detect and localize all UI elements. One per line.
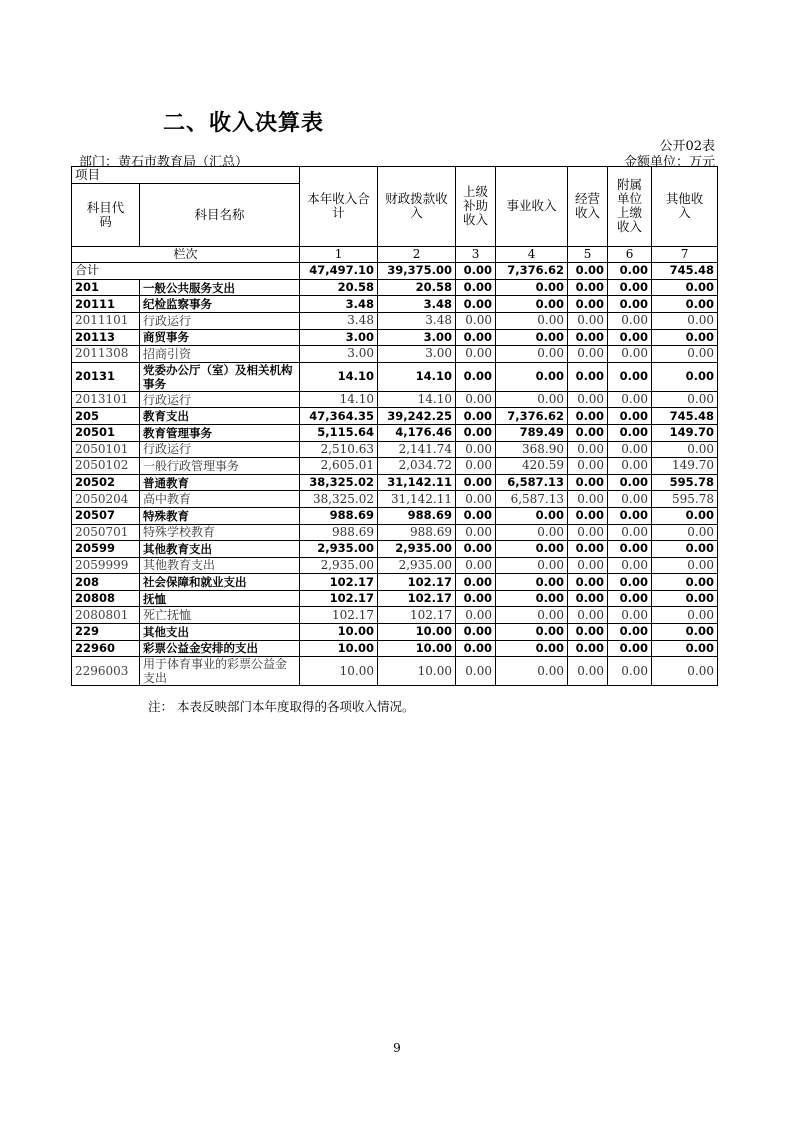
amount-cell: 0.00 xyxy=(608,507,652,524)
table-row xyxy=(72,441,718,458)
amount-cell: 0.00 xyxy=(456,329,496,346)
amount-cell: 14.10 xyxy=(300,391,378,408)
amount-cell: 0.00 xyxy=(608,624,652,641)
subject-code: 2011101 xyxy=(72,312,140,329)
amount-cell: 0.00 xyxy=(496,312,568,329)
amount-cell: 0.00 xyxy=(608,607,652,624)
amount-cell: 4,176.46 xyxy=(378,424,456,441)
amount-cell: 102.17 xyxy=(300,590,378,607)
amount-cell: 2,935.00 xyxy=(378,557,456,574)
rank-number: 3 xyxy=(456,246,496,263)
amount-cell: 0.00 xyxy=(456,590,496,607)
amount-cell: 368.90 xyxy=(496,441,568,458)
amount-cell: 2,034.72 xyxy=(378,458,456,475)
sum-value: 0.00 xyxy=(608,263,652,280)
amount-cell: 0.00 xyxy=(456,391,496,408)
amount-cell: 0.00 xyxy=(608,524,652,541)
amount-cell: 0.00 xyxy=(496,624,568,641)
subject-name: 行政运行 xyxy=(140,441,300,458)
rank-number: 5 xyxy=(568,246,608,263)
subject-code: 20113 xyxy=(72,329,140,346)
table-note: 注： 本表反映部门本年度取得的各项收入情况。 xyxy=(148,699,415,714)
amount-cell: 0.00 xyxy=(652,279,718,296)
department-label: 部门：黄石市教育局（汇总） xyxy=(79,155,249,170)
amount-cell: 0.00 xyxy=(496,507,568,524)
amount-cell: 0.00 xyxy=(568,312,608,329)
amount-cell: 102.17 xyxy=(300,607,378,624)
subject-code: 2059999 xyxy=(72,557,140,574)
amount-cell: 0.00 xyxy=(496,329,568,346)
amount-cell: 3.48 xyxy=(378,312,456,329)
amount-cell: 0.00 xyxy=(496,296,568,313)
rank-label: 栏次 xyxy=(72,246,300,263)
amount-cell: 0.00 xyxy=(608,279,652,296)
amount-cell: 149.70 xyxy=(652,424,718,441)
col-affiliated-income: 附属单位上缴收入 xyxy=(608,167,652,247)
subject-code: 2050101 xyxy=(72,441,140,458)
sum-value: 745.48 xyxy=(652,263,718,280)
amount-cell: 0.00 xyxy=(608,541,652,558)
amount-cell: 102.17 xyxy=(378,574,456,591)
subject-name: 社会保障和就业支出 xyxy=(140,574,300,591)
subject-code: 20507 xyxy=(72,507,140,524)
subject-code: 2296003 xyxy=(72,657,140,686)
amount-cell: 0.00 xyxy=(608,657,652,686)
subject-name: 高中教育 xyxy=(140,491,300,508)
amount-cell: 0.00 xyxy=(652,296,718,313)
col-fiscal-allocation: 财政拨款收入 xyxy=(378,167,456,247)
subject-code: 20131 xyxy=(72,362,140,391)
amount-cell: 20.58 xyxy=(378,279,456,296)
amount-cell: 0.00 xyxy=(568,408,608,425)
subject-code: 201 xyxy=(72,279,140,296)
table-row xyxy=(72,574,718,591)
amount-cell: 10.00 xyxy=(378,624,456,641)
amount-cell: 0.00 xyxy=(456,279,496,296)
amount-cell: 0.00 xyxy=(496,541,568,558)
amount-cell: 0.00 xyxy=(568,524,608,541)
amount-cell: 0.00 xyxy=(496,590,568,607)
subject-name: 行政运行 xyxy=(140,391,300,408)
amount-cell: 0.00 xyxy=(652,507,718,524)
amount-cell: 0.00 xyxy=(652,441,718,458)
amount-cell: 31,142.11 xyxy=(378,491,456,508)
amount-cell: 2,510.63 xyxy=(300,441,378,458)
amount-cell: 0.00 xyxy=(608,362,652,391)
subject-code: 229 xyxy=(72,624,140,641)
subject-name: 死亡抚恤 xyxy=(140,607,300,624)
rank-number: 4 xyxy=(496,246,568,263)
amount-cell: 0.00 xyxy=(608,312,652,329)
amount-cell: 0.00 xyxy=(652,346,718,363)
subject-name: 其他教育支出 xyxy=(140,541,300,558)
amount-cell: 0.00 xyxy=(568,590,608,607)
subject-name: 其他支出 xyxy=(140,624,300,641)
table-row xyxy=(72,346,718,363)
amount-cell: 0.00 xyxy=(456,524,496,541)
subject-name: 一般公共服务支出 xyxy=(140,279,300,296)
amount-cell: 0.00 xyxy=(608,474,652,491)
subject-name: 纪检监察事务 xyxy=(140,296,300,313)
amount-cell: 0.00 xyxy=(456,362,496,391)
amount-cell: 3.00 xyxy=(378,329,456,346)
amount-cell: 0.00 xyxy=(568,474,608,491)
amount-cell: 0.00 xyxy=(568,640,608,657)
amount-cell: 0.00 xyxy=(652,590,718,607)
amount-cell: 14.10 xyxy=(378,391,456,408)
subject-name: 教育支出 xyxy=(140,408,300,425)
amount-cell: 10.00 xyxy=(300,657,378,686)
amount-cell: 0.00 xyxy=(652,657,718,686)
subject-name: 其他教育支出 xyxy=(140,557,300,574)
amount-cell: 3.00 xyxy=(300,346,378,363)
amount-cell: 988.69 xyxy=(300,524,378,541)
amount-cell: 0.00 xyxy=(652,362,718,391)
amount-cell: 0.00 xyxy=(456,424,496,441)
subject-name: 用于体育事业的彩票公益金支出 xyxy=(140,657,300,686)
table-row xyxy=(72,279,718,296)
table-row xyxy=(72,624,718,641)
col-subject-code: 科目代码 xyxy=(72,183,140,246)
rank-number: 6 xyxy=(608,246,652,263)
sum-value: 47,497.10 xyxy=(300,263,378,280)
amount-cell: 0.00 xyxy=(496,346,568,363)
amount-unit-label: 金额单位：万元 xyxy=(623,155,715,170)
subject-code: 20808 xyxy=(72,590,140,607)
amount-cell: 0.00 xyxy=(608,346,652,363)
sum-value: 7,376.62 xyxy=(496,263,568,280)
amount-cell: 3.48 xyxy=(300,296,378,313)
amount-cell: 988.69 xyxy=(378,507,456,524)
amount-cell: 0.00 xyxy=(496,362,568,391)
income-table xyxy=(71,166,718,686)
subject-name: 教育管理事务 xyxy=(140,424,300,441)
amount-cell: 988.69 xyxy=(378,524,456,541)
amount-cell: 0.00 xyxy=(568,458,608,475)
amount-cell: 0.00 xyxy=(608,491,652,508)
amount-cell: 102.17 xyxy=(378,590,456,607)
table-row xyxy=(72,590,718,607)
amount-cell: 10.00 xyxy=(378,657,456,686)
amount-cell: 0.00 xyxy=(608,590,652,607)
rank-number: 2 xyxy=(378,246,456,263)
amount-cell: 0.00 xyxy=(456,296,496,313)
amount-cell: 6,587.13 xyxy=(496,491,568,508)
page-number: 9 xyxy=(393,1041,401,1055)
table-row xyxy=(72,408,718,425)
amount-cell: 0.00 xyxy=(496,574,568,591)
amount-cell: 0.00 xyxy=(608,557,652,574)
rank-number: 7 xyxy=(652,246,718,263)
amount-cell: 595.78 xyxy=(652,491,718,508)
amount-cell: 789.49 xyxy=(496,424,568,441)
subject-name: 行政运行 xyxy=(140,312,300,329)
table-row xyxy=(72,507,718,524)
subject-code: 2011308 xyxy=(72,346,140,363)
sum-row xyxy=(72,263,718,280)
amount-cell: 0.00 xyxy=(456,441,496,458)
amount-cell: 14.10 xyxy=(300,362,378,391)
amount-cell: 0.00 xyxy=(568,441,608,458)
amount-cell: 0.00 xyxy=(652,607,718,624)
amount-cell: 38,325.02 xyxy=(300,491,378,508)
amount-cell: 0.00 xyxy=(496,391,568,408)
amount-cell: 0.00 xyxy=(608,574,652,591)
amount-cell: 2,141.74 xyxy=(378,441,456,458)
amount-cell: 0.00 xyxy=(568,657,608,686)
amount-cell: 102.17 xyxy=(300,574,378,591)
amount-cell: 0.00 xyxy=(456,624,496,641)
subject-code: 2050204 xyxy=(72,491,140,508)
amount-cell: 149.70 xyxy=(652,458,718,475)
amount-cell: 0.00 xyxy=(608,640,652,657)
subject-code: 208 xyxy=(72,574,140,591)
subject-name: 特殊学校教育 xyxy=(140,524,300,541)
col-total-income: 本年收入合计 xyxy=(300,167,378,247)
subject-code: 20599 xyxy=(72,541,140,558)
col-other-income: 其他收入 xyxy=(652,167,718,247)
amount-cell: 5,115.64 xyxy=(300,424,378,441)
amount-cell: 0.00 xyxy=(652,524,718,541)
amount-cell: 0.00 xyxy=(608,329,652,346)
amount-cell: 0.00 xyxy=(608,408,652,425)
amount-cell: 0.00 xyxy=(496,279,568,296)
subject-code: 2013101 xyxy=(72,391,140,408)
amount-cell: 988.69 xyxy=(300,507,378,524)
amount-cell: 47,364.35 xyxy=(300,408,378,425)
amount-cell: 0.00 xyxy=(496,607,568,624)
subject-code: 2050102 xyxy=(72,458,140,475)
amount-cell: 0.00 xyxy=(456,557,496,574)
subject-code: 205 xyxy=(72,408,140,425)
amount-cell: 2,935.00 xyxy=(300,557,378,574)
amount-cell: 0.00 xyxy=(568,624,608,641)
subject-name: 一般行政管理事务 xyxy=(140,458,300,475)
subject-name: 彩票公益金安排的支出 xyxy=(140,640,300,657)
amount-cell: 0.00 xyxy=(456,607,496,624)
subject-name: 普通教育 xyxy=(140,474,300,491)
subject-code: 22960 xyxy=(72,640,140,657)
subject-code: 20502 xyxy=(72,474,140,491)
amount-cell: 0.00 xyxy=(568,607,608,624)
col-subject-name: 科目名称 xyxy=(140,183,300,246)
amount-cell: 2,605.01 xyxy=(300,458,378,475)
subject-name: 招商引资 xyxy=(140,346,300,363)
rank-row xyxy=(72,246,718,263)
amount-cell: 10.00 xyxy=(378,640,456,657)
subject-code: 20111 xyxy=(72,296,140,313)
amount-cell: 10.00 xyxy=(300,624,378,641)
table-row xyxy=(72,524,718,541)
sum-value: 0.00 xyxy=(568,263,608,280)
amount-cell: 0.00 xyxy=(456,640,496,657)
table-row xyxy=(72,296,718,313)
sum-label: 合计 xyxy=(72,263,300,280)
table-row xyxy=(72,424,718,441)
amount-cell: 3.00 xyxy=(378,346,456,363)
subject-code: 20501 xyxy=(72,424,140,441)
col-business-income: 事业收入 xyxy=(496,167,568,247)
amount-cell: 0.00 xyxy=(496,524,568,541)
amount-cell: 0.00 xyxy=(456,491,496,508)
amount-cell: 102.17 xyxy=(378,607,456,624)
table-row xyxy=(72,657,718,686)
amount-cell: 0.00 xyxy=(568,574,608,591)
table-row xyxy=(72,362,718,391)
amount-cell: 420.59 xyxy=(496,458,568,475)
amount-cell: 0.00 xyxy=(456,474,496,491)
sum-value: 0.00 xyxy=(456,263,496,280)
amount-cell: 10.00 xyxy=(300,640,378,657)
amount-cell: 0.00 xyxy=(456,408,496,425)
table-row xyxy=(72,640,718,657)
amount-cell: 0.00 xyxy=(568,346,608,363)
amount-cell: 31,142.11 xyxy=(378,474,456,491)
subject-name: 商贸事务 xyxy=(140,329,300,346)
amount-cell: 0.00 xyxy=(652,329,718,346)
amount-cell: 0.00 xyxy=(608,391,652,408)
amount-cell: 0.00 xyxy=(456,574,496,591)
amount-cell: 6,587.13 xyxy=(496,474,568,491)
table-row xyxy=(72,458,718,475)
amount-cell: 0.00 xyxy=(568,424,608,441)
col-operating-income: 经营收入 xyxy=(568,167,608,247)
amount-cell: 0.00 xyxy=(652,557,718,574)
table-row xyxy=(72,391,718,408)
amount-cell: 0.00 xyxy=(568,279,608,296)
amount-cell: 0.00 xyxy=(652,312,718,329)
amount-cell: 0.00 xyxy=(568,362,608,391)
amount-cell: 0.00 xyxy=(568,391,608,408)
amount-cell: 0.00 xyxy=(652,541,718,558)
amount-cell: 0.00 xyxy=(496,657,568,686)
table-row xyxy=(72,491,718,508)
amount-cell: 0.00 xyxy=(568,557,608,574)
amount-cell: 0.00 xyxy=(496,640,568,657)
table-row xyxy=(72,607,718,624)
amount-cell: 0.00 xyxy=(608,458,652,475)
table-row xyxy=(72,541,718,558)
table-row xyxy=(72,329,718,346)
amount-cell: 0.00 xyxy=(652,574,718,591)
amount-cell: 0.00 xyxy=(608,441,652,458)
amount-cell: 0.00 xyxy=(568,296,608,313)
table-row xyxy=(72,474,718,491)
amount-cell: 3.00 xyxy=(300,329,378,346)
amount-cell: 38,325.02 xyxy=(300,474,378,491)
subject-name: 特殊教育 xyxy=(140,507,300,524)
amount-cell: 0.00 xyxy=(496,557,568,574)
amount-cell: 745.48 xyxy=(652,408,718,425)
amount-cell: 0.00 xyxy=(456,657,496,686)
amount-cell: 3.48 xyxy=(378,296,456,313)
amount-cell: 0.00 xyxy=(568,541,608,558)
form-number: 公开02表 xyxy=(659,139,715,154)
table-row xyxy=(72,312,718,329)
page-title: 二、收入决算表 xyxy=(163,111,325,136)
amount-cell: 0.00 xyxy=(456,507,496,524)
amount-cell: 0.00 xyxy=(652,640,718,657)
header-project: 项目 xyxy=(72,167,300,184)
amount-cell: 595.78 xyxy=(652,474,718,491)
amount-cell: 0.00 xyxy=(568,491,608,508)
amount-cell: 0.00 xyxy=(652,391,718,408)
amount-cell: 2,935.00 xyxy=(300,541,378,558)
amount-cell: 2,935.00 xyxy=(378,541,456,558)
amount-cell: 0.00 xyxy=(608,296,652,313)
amount-cell: 0.00 xyxy=(568,329,608,346)
amount-cell: 0.00 xyxy=(568,507,608,524)
amount-cell: 7,376.62 xyxy=(496,408,568,425)
sum-value: 39,375.00 xyxy=(378,263,456,280)
amount-cell: 0.00 xyxy=(608,424,652,441)
amount-cell: 0.00 xyxy=(456,458,496,475)
amount-cell: 0.00 xyxy=(652,624,718,641)
amount-cell: 0.00 xyxy=(456,312,496,329)
col-superior-subsidy: 上级补助收入 xyxy=(456,167,496,247)
subject-code: 2050701 xyxy=(72,524,140,541)
amount-cell: 0.00 xyxy=(456,541,496,558)
subject-name: 抚恤 xyxy=(140,590,300,607)
rank-number: 1 xyxy=(300,246,378,263)
subject-code: 2080801 xyxy=(72,607,140,624)
amount-cell: 39,242.25 xyxy=(378,408,456,425)
amount-cell: 14.10 xyxy=(378,362,456,391)
table-row xyxy=(72,557,718,574)
amount-cell: 3.48 xyxy=(300,312,378,329)
amount-cell: 20.58 xyxy=(300,279,378,296)
amount-cell: 0.00 xyxy=(456,346,496,363)
subject-name: 党委办公厅（室）及相关机构事务 xyxy=(140,362,300,391)
